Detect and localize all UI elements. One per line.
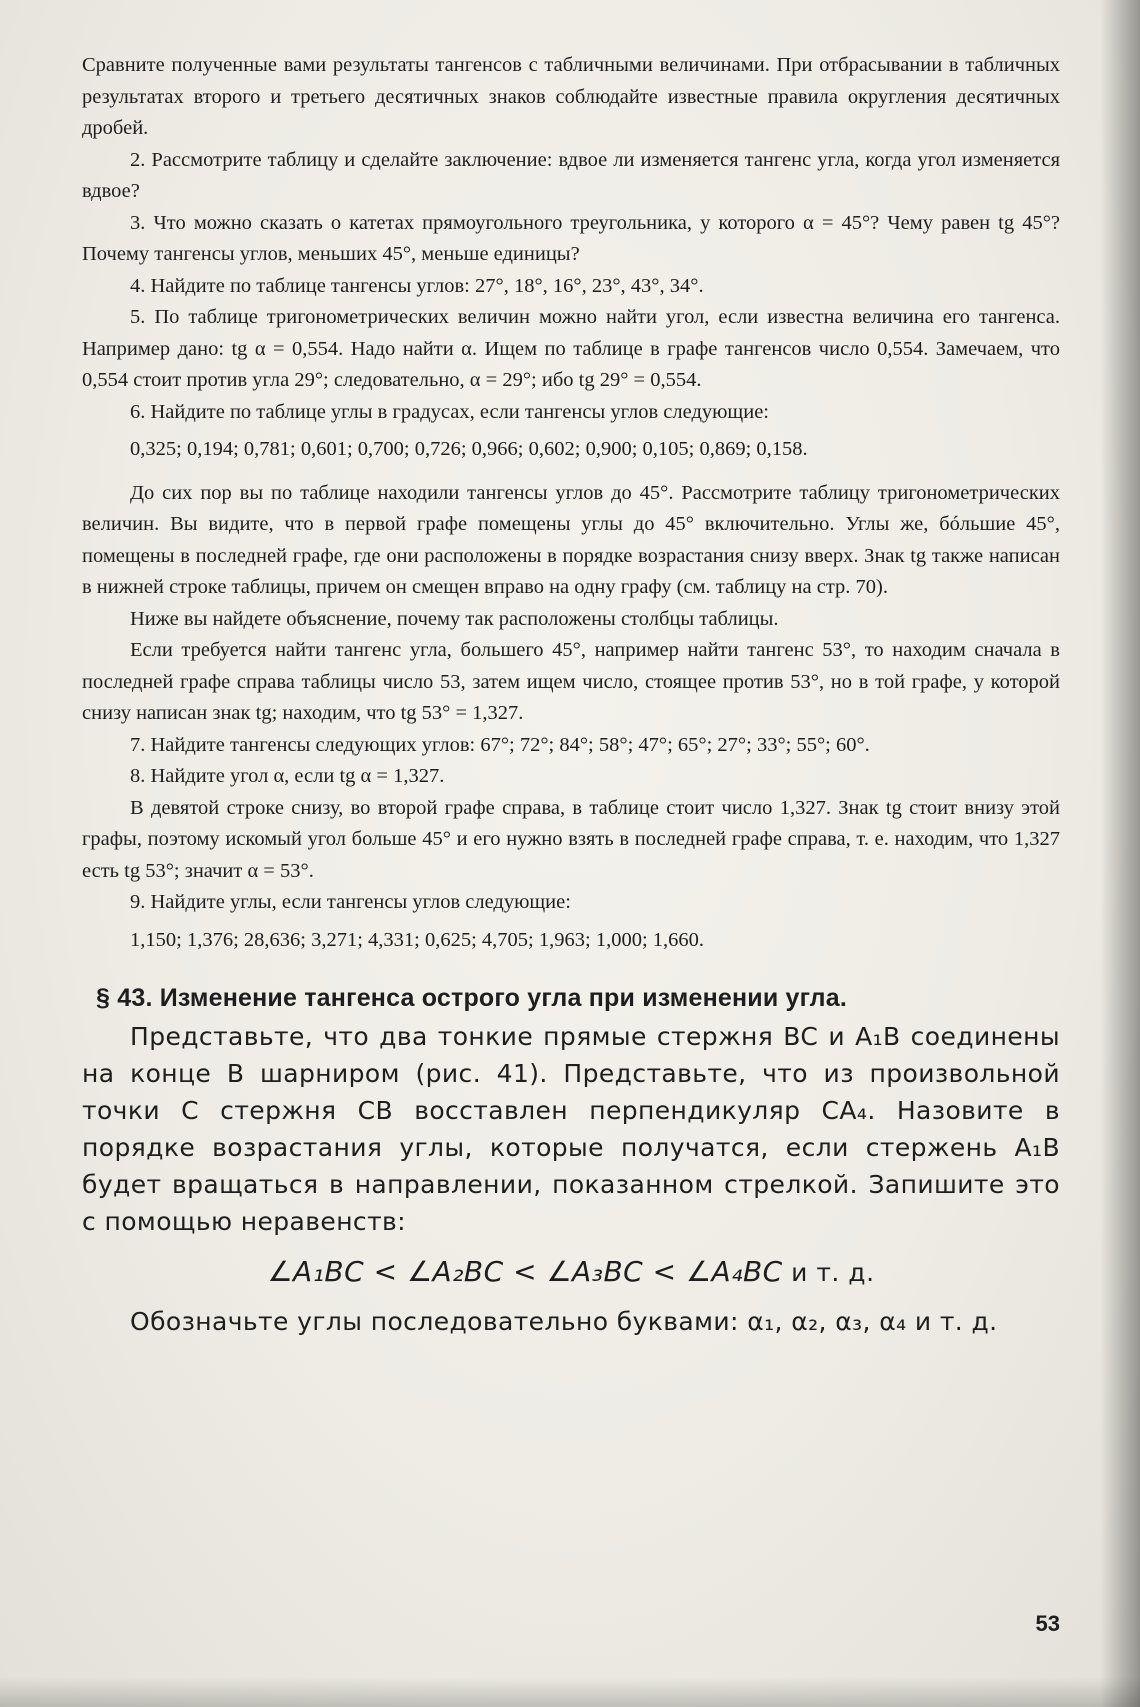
exercise-8-solution: В девятой строке снизу, во второй графе справа, в таблице стоит число 1,327. Знак tg стоит внизу этой графы, поэтому искомый угол больше 45° и его нужно взять в последней графе справа, т. е. находим, что 1,327 есть tg 53°; значит α = 53°. <box>82 796 1060 882</box>
page-content <box>82 50 1060 1340</box>
exercise-4: 4. Найдите по таблице тангенсы углов: 27°, 18°, 16°, 23°, 43°, 34°. <box>130 274 704 297</box>
exercise-5: 5. По таблице тригонометрических величин можно найти угол, если известна величина его тангенса. Например дано: tg α = 0,554. Надо найти α. Ищем по таблице в графе тангенсов число 0,554. Замечаем, что 0,554 стоит против угла 29°; следовательно, α = 29°; ибо tg 29° = 0,554. <box>82 306 1060 391</box>
paragraph-compare-results: Сравните полученные вами результаты тангенсов с табличными величинами. При отбрасывании в табличных результатах второго и третьего десятичных знаков соблюдайте известные правила округления десятичных дробей. <box>82 54 1060 139</box>
exercise-6-values: 0,325; 0,194; 0,781; 0,601; 0,700; 0,726; 0,966; 0,602; 0,900; 0,105; 0,869; 0,158. <box>130 438 808 460</box>
page-number: 53 <box>1035 1611 1060 1636</box>
exercise-6: 6. Найдите по таблице углы в градусах, если тангенсы углов следующие: <box>130 400 769 423</box>
exercise-block <box>82 50 1060 956</box>
exercise-9: 9. Найдите углы, если тангенсы углов следующие: <box>130 891 571 913</box>
exercise-8: 8. Найдите угол α, если tg α = 1,327. <box>130 765 445 787</box>
section-paragraph-rods: Представьте, что два тонкие прямые стержня BC и A₁B соединены на конце B шарниром (рис. 41). Представьте, что из произвольной точки C стержня CB восставлен перпендикуляр CA₄. Назовите в порядке возрастания углы, которые получатся, если стержень A₁B будет вращаться в направлении, показанном стрелкой. Запишите это с помощью неравенств: <box>82 1022 1060 1236</box>
exercise-9-values: 1,150; 1,376; 28,636; 3,271; 4,331; 0,625; 4,705; 1,963; 1,000; 1,660. <box>130 928 705 951</box>
paragraph-find-tangent-example: Если требуется найти тангенс угла, большего 45°, например найти тангенс 53°, то находим сначала в последней графе справа таблицы число 53, затем ищем число, стоящее против 53°, но в той графе, у которой снизу написан знак tg; находим, что tg 53° = 1,327. <box>82 639 1060 724</box>
exercise-2: 2. Рассмотрите таблицу и сделайте заключение: вдвое ли изменяется тангенс угла, когда угол изменяется вдвое? <box>82 148 1060 202</box>
paragraph-below-explanation: Ниже вы найдете объяснение, почему так расположены столбцы таблицы. <box>130 607 779 630</box>
angle-inequality-formula <box>82 1252 1060 1293</box>
exercise-7: 7. Найдите тангенсы следующих углов: 67°; 72°; 84°; 58°; 47°; 65°; 27°; 33°; 55°; 60°. <box>130 733 870 756</box>
page-edge-shadow <box>1100 0 1140 1707</box>
exercise-3: 3. Что можно сказать о катетах прямоугольного треугольника, у которого α = 45°? Чему равен tg 45°? Почему тангенсы углов, меньших 45°, меньше единицы? <box>82 211 1060 265</box>
section-paragraph-notation: Обозначьте углы последовательно буквами: α₁, α₂, α₃, α₄ и т. д. <box>130 1307 998 1336</box>
page-bottom-shadow <box>0 1677 1140 1707</box>
section-heading: § 43. Изменение тангенса острого угла при изменении угла. <box>96 984 847 1012</box>
paragraph-table-explanation: До сих пор вы по таблице находили тангенсы углов до 45°. Рассмотрите таблицу тригонометрических величин. Вы видите, что в первой графе помещены углы до 45° включительно. Углы же, бóльшие 45°, помещены в последней графе, где они расположены в порядке возрастания снизу вверх. Знак tg также написан в нижней строке таблицы, причем он смещен вправо на одну графу (см. таблицу на стр. 70). <box>82 481 1060 598</box>
section-body <box>82 1018 1060 1340</box>
formula-tail: и т. д. <box>782 1258 875 1287</box>
formula-expression: ∠A₁BC < ∠A₂BC < ∠A₃BC < ∠A₄BC <box>267 1255 783 1288</box>
